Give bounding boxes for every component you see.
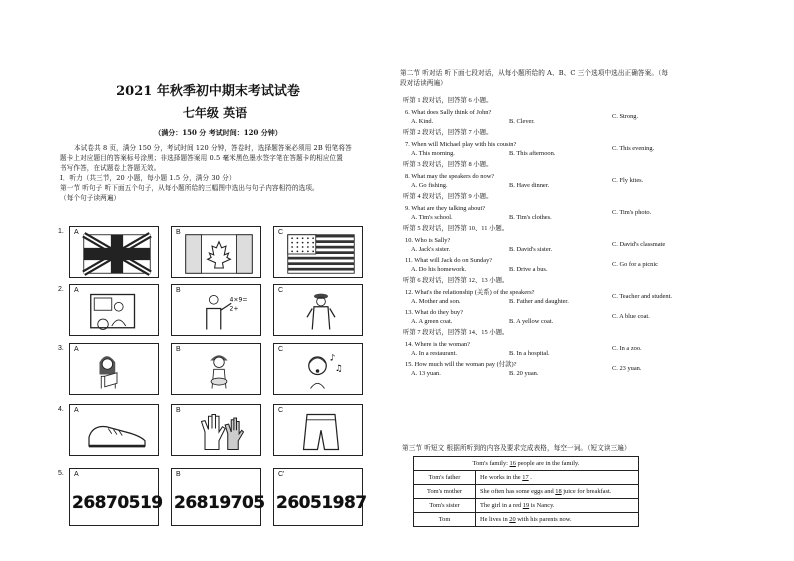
answer-option-c[interactable]: C. David's classmate: [612, 241, 666, 248]
option-letter: A: [74, 287, 79, 294]
option-letter: A: [74, 471, 79, 478]
answer-option-a[interactable]: A. Go fishing.: [411, 182, 448, 189]
answer-option-c[interactable]: C. In a zoo.: [612, 345, 642, 352]
question-text: 6. What does Sally think of John?: [405, 109, 492, 116]
picture-question-number: 2.: [58, 286, 64, 293]
option-letter: C: [278, 346, 284, 353]
option-letter: B: [176, 471, 181, 478]
sentence-start: He works in the: [480, 474, 523, 481]
woman-cooking-icon: [184, 349, 254, 397]
phone-number-text: 26819705: [174, 493, 265, 513]
police-officer-icon: [286, 290, 356, 338]
blank-number[interactable]: 16: [509, 460, 516, 467]
svg-text:♪: ♪: [329, 353, 336, 364]
table-cell-person: Tom's sister: [414, 499, 476, 513]
option-letter: C': [278, 471, 285, 478]
sentence-start: She often has some eggs and: [480, 488, 556, 495]
picture-option[interactable]: [273, 404, 363, 456]
option-letter: C: [278, 229, 284, 236]
svg-text:4×9=: 4×9=: [229, 296, 248, 304]
bus-driver-icon: [82, 290, 152, 338]
instructions-line: 书写作答，在试题卷上答题无效。: [60, 164, 161, 172]
shorts-icon: [286, 410, 356, 458]
blank-number[interactable]: 18: [555, 488, 562, 495]
part2-heading-block: [400, 68, 730, 88]
sneaker-icon: [82, 410, 152, 458]
answer-option-a[interactable]: A. Jack's sister.: [411, 246, 451, 253]
instructions-line: 题卡上对应题目的答案标号涂黑；非选择题答案用 0.5 毫米黑色墨水签字笔在答题卡的相应位置: [60, 154, 343, 162]
phone-number-text: 26870519: [72, 493, 163, 513]
gloves-icon: [184, 410, 254, 458]
exam-meta: （满分：150 分 考试时间：120 分钟）: [154, 128, 282, 137]
answer-option-b[interactable]: B. In a hospital.: [509, 350, 550, 357]
exam-title: 2021 年秋季初中期末考试试卷: [116, 84, 300, 99]
picture-question-number: 5.: [58, 470, 64, 477]
picture-question-number: 4.: [58, 406, 64, 413]
question-text: 14. Where is the woman?: [405, 341, 471, 348]
sentence-start: Tom's family:: [472, 460, 510, 467]
picture-option[interactable]: [171, 226, 261, 278]
answer-option-b[interactable]: B. 20 yuan.: [509, 370, 539, 377]
question-text: 10. Who is Sally?: [405, 237, 451, 244]
sentence-end: juice for breakfast.: [561, 488, 612, 495]
question-text: 15. How much will the woman pay (付款)?: [405, 361, 517, 368]
uk-flag-icon: [82, 232, 152, 280]
canada-flag-icon: [184, 232, 254, 280]
part1-heading: 第一节 听句子 听下面五个句子，从每小题所给的三幅图中选出与句子内容相符的选项。: [60, 184, 319, 192]
picture-option[interactable]: [69, 404, 159, 456]
option-letter: C: [278, 407, 284, 414]
dialogue-instruction: 听第 7 段对话，回答第 14、15 小题。: [403, 329, 509, 336]
svg-text:♫: ♫: [335, 364, 343, 374]
option-letter: B: [176, 346, 181, 353]
table-cell-person: Tom's mother: [414, 485, 476, 499]
table-row: [414, 457, 639, 471]
answer-option-a[interactable]: A. 13 yuan.: [411, 370, 441, 377]
sentence-end: is Nancy.: [529, 502, 555, 509]
part1-note: （每个句子读两遍）: [60, 194, 121, 202]
sentence-end: with his parents now.: [515, 516, 572, 523]
picture-option[interactable]: [273, 284, 363, 336]
table-cell-person: Tom: [414, 513, 476, 527]
svg-text:2+: 2+: [229, 305, 239, 313]
question-text: 8. What may the speakers do now?: [405, 173, 495, 180]
dialogue-instruction: 听第 6 段对话，回答第 12、13 小题。: [403, 277, 509, 284]
option-letter: A: [74, 229, 79, 236]
answer-option-b[interactable]: B. Clever.: [509, 118, 535, 125]
option-letter: A: [74, 346, 79, 353]
answer-option-c[interactable]: C. 23 yuan.: [612, 365, 642, 372]
answer-option-c[interactable]: C. Teacher and student.: [612, 293, 672, 300]
answer-option-a[interactable]: A. Do his homework.: [411, 266, 467, 273]
table-cell-sentence: [476, 471, 639, 485]
question-text: 11. What will Jack do on Sunday?: [405, 257, 493, 264]
option-letter: B: [176, 287, 181, 294]
table-cell-sentence: [476, 499, 639, 513]
picture-option[interactable]: [171, 284, 261, 336]
sentence-end: people are in the family.: [515, 460, 580, 467]
part2-heading: 第二节 听对话 听下面七段对话，从每小题所给的 A、B、C 三个选项中选出正确答案。（每: [400, 69, 669, 77]
picture-option[interactable]: [171, 468, 265, 526]
instructions: [60, 143, 390, 203]
part3-heading: 第三节 听短文 根据所听到的内容及要求完成表格，每空一词。（短文读三遍）: [402, 444, 631, 452]
option-letter: C: [278, 287, 284, 294]
question-text: 7. When will Michael play with his cousin?: [405, 141, 517, 148]
section-heading: I．听力（共三节，20 小题，每小题 1.5 分，满分 30 分）: [60, 174, 236, 182]
answer-option-b[interactable]: B. A yellow coat.: [509, 318, 554, 325]
answer-option-a[interactable]: A. Mother and son.: [411, 298, 461, 305]
blank-number[interactable]: 20: [509, 516, 516, 523]
blank-number[interactable]: 19: [522, 502, 530, 509]
answer-option-b[interactable]: B. Tim's clothes.: [509, 214, 552, 221]
question-text: 9. What are they talking about?: [405, 205, 486, 212]
picture-option[interactable]: [69, 468, 163, 526]
dialogue-instruction: 听第 2 段对话，回答第 7 小题。: [403, 129, 493, 136]
picture-option[interactable]: [171, 404, 261, 456]
picture-option[interactable]: [273, 226, 363, 278]
answer-option-c[interactable]: C. Fly kites.: [612, 177, 644, 184]
question-text: 12. What's the relationship (关系) of the speakers?: [405, 289, 535, 296]
picture-option[interactable]: [273, 468, 367, 526]
answer-option-c[interactable]: C. Tim's photo.: [612, 209, 652, 216]
table-cell-sentence: [476, 513, 639, 527]
answer-option-a[interactable]: A. A green coat.: [411, 318, 453, 325]
picture-option[interactable]: [171, 343, 261, 395]
answer-option-c[interactable]: C. A blue coat.: [612, 313, 650, 320]
fill-in-table: [413, 456, 639, 527]
option-letter: B: [176, 229, 181, 236]
picture-option[interactable]: [69, 284, 159, 336]
answer-option-b[interactable]: B. Father and daughter.: [509, 298, 569, 305]
part2-heading: 段对话读两遍）: [400, 79, 447, 87]
teacher-icon: [184, 290, 254, 338]
table-row: [414, 485, 639, 499]
question-text: 13. What do they buy?: [405, 309, 463, 316]
answer-option-a[interactable]: A. Kind.: [411, 118, 434, 125]
dialogue-instruction: 听第 1 段对话，回答第 6 小题。: [403, 97, 493, 104]
blank-number[interactable]: 17: [522, 474, 529, 481]
phone-number-text: 26051987: [276, 493, 367, 513]
dialogue-instruction: 听第 3 段对话，回答第 8 小题。: [403, 161, 493, 168]
exam-grade: 七年级 英语: [182, 106, 248, 120]
sentence-start: The girl in a red: [480, 502, 523, 509]
table-row: [414, 499, 639, 513]
table-row: [414, 513, 639, 527]
table-cell-sentence: [476, 485, 639, 499]
table-cell-person: Tom's father: [414, 471, 476, 485]
option-letter: A: [74, 407, 79, 414]
answer-option-a[interactable]: A. In a restaurant.: [411, 350, 457, 357]
picture-question-number: 1.: [58, 228, 64, 235]
answer-option-c[interactable]: C. This evening.: [612, 145, 655, 152]
picture-option[interactable]: [273, 343, 363, 395]
answer-option-c[interactable]: C. Strong.: [612, 113, 639, 120]
answer-option-b[interactable]: B. Drive a bus.: [509, 266, 548, 273]
answer-option-a[interactable]: A. Tim's school.: [411, 214, 453, 221]
answer-option-a[interactable]: A. This morning.: [411, 150, 455, 157]
sentence-end: .: [528, 474, 532, 481]
answer-option-b[interactable]: B. This afternoon.: [509, 150, 556, 157]
answer-option-c[interactable]: C. Go for a picnic: [612, 261, 658, 268]
dialogue-instruction: 听第 4 段对话，回答第 9 小题。: [403, 193, 493, 200]
girl-singing-icon: [286, 349, 356, 397]
dialogue-instruction: 听第 5 段对话，回答第 10、11 小题。: [403, 225, 509, 232]
girl-reading-icon: [82, 349, 152, 397]
picture-option[interactable]: [69, 343, 159, 395]
sentence-start: He lives in: [480, 516, 510, 523]
option-letter: B: [176, 407, 181, 414]
picture-option[interactable]: [69, 226, 159, 278]
picture-question-number: 3.: [58, 345, 64, 352]
usa-flag-icon: [286, 232, 356, 280]
answer-option-b[interactable]: B. Have dinner.: [509, 182, 550, 189]
instructions-line: 本试卷共 8 页，满分 150 分，考试时间 120 分钟，答卷时，选择题答案必须用 2B 铅笔将答: [74, 144, 352, 152]
table-cell-family: [414, 457, 639, 471]
answer-option-b[interactable]: B. David's sister.: [509, 246, 553, 253]
table-row: [414, 471, 639, 485]
